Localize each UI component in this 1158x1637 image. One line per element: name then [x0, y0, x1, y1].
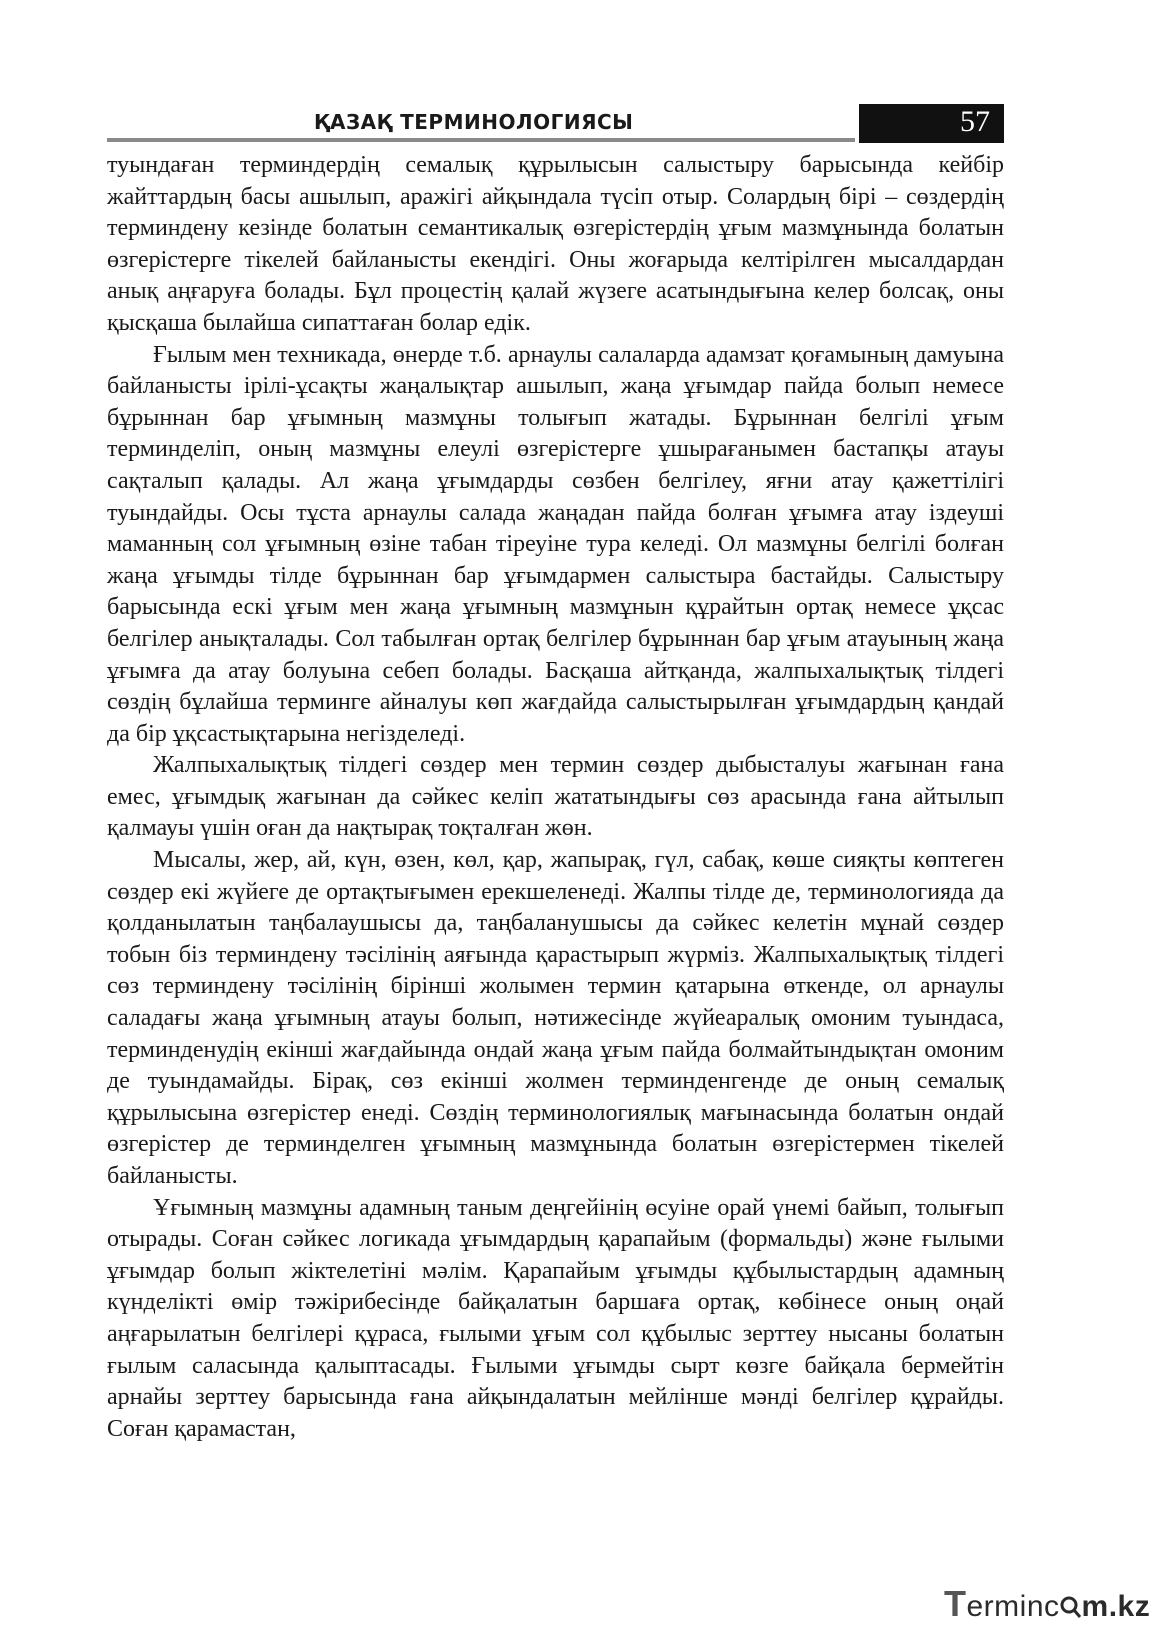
watermark-tail: m.kz: [1081, 1590, 1151, 1623]
running-header: [107, 104, 1004, 146]
paragraph-1: туындаған терминдердің семалық құрылысын салыстыру барысында кейбір жайттардың басы ашылып, аражігі айқындала түсіп отыр. Солардың бірі – сөздердің терминдену кезінде болатын семантикалық өзгерістердің ұғым мазмұнында болатын өзгерістерге тікелей байланысты екендігі. Оны жоғарыда келтірілген мысалдардан анық аңғаруға болады. Бұл процестің қалай жүзеге асатындығына келер болсақ, оны қысқаша былайша сипаттаған болар едік.: [107, 152, 1004, 336]
paragraph-3: Жалпыхалықтық тілдегі сөздер мен термин сөздер дыбысталуы жағынан ғана емес, ұғымдық жағынан да сәйкес келіп жататындығы сөз арасында ғана айтылып қалмауы үшін оған да нақтырақ тоқталған жөн.: [107, 752, 1004, 842]
watermark-letter: T: [944, 1583, 967, 1624]
paragraph-2: Ғылым мен техникада, өнерде т.б. арнаулы салаларда адамзат қоғамының дамуына байланысты ірілі-ұсақты жаңалықтар ашылып, жаңа ұғымдар пайда болып немесе бұрыннан бар ұғымның мазмұны толығып жатады. Бұрыннан белгілі ұғым терминделіп, оның мазмұны елеулі өзгерістерге ұшырағанымен бастапқы атауы сақталып қалады. Ал жаңа ұғымдарды сөзбен белгілеу, яғни атау қажеттілігі туындайды. Осы тұста арнаулы салада жаңадан пайда болған ұғымға атау іздеуші маманның сол ұғымның өзіне табан тіреуіне тура келеді. Ол мазмұны белгілі болған жаңа ұғымды тілде бұрыннан бар ұғымдармен салыстыра бастайды. Салыстыру барысында ескі ұғым мен жаңа ұғымның мазмұнын құрайтын ортақ немесе ұқсас белгілер анықталады. Сол табылған ортақ белгілер бұрыннан бар ұғым атауының жаңа ұғымға да атау болуына себеп болады. Басқаша айтқанда, жалпыхалықтық тілдегі сөздің бұлайша терминге айналуы көп жағдайда салыстырылған ұғымдардың қандай да бір ұқсастықтарына негізделеді.: [107, 341, 1004, 747]
paragraph-4: Мысалы, жер, ай, күн, өзен, көл, қар, жапырақ, гүл, сабақ, көше сияқты көптеген сөздер екі жүйеге де ортақтығымен ерекшеленеді. Жалпы тілде де, терминологияда да қолданылатын таңбалаушысы да, таңбаланушысы да сәйкес келетін мұнай сөздер тобын біз терминдену тәсілінің аяғында қарастырып жүрміз. Жалпыхалықтық тілдегі сөз терминдену тәсілінің бірінші жолымен термин қатарына өткенде, ол арнаулы саладағы жаңа ұғымның атауы болып, нәтижесінде жүйеаралық омоним туындаса, терминденудің екінші жағдайында ондай жаңа ұғым пайда болмайтындықтан омоним де туындамайды. Бірақ, сөз екінші жолмен терминденгенде де оның семалық құрылысына өзгерістер енеді. Сөздің терминологиялық мағынасында болатын ондай өзгерістер де терминделген ұғымның мазмұнында болатын өзгерістермен тікелей байланысты.: [107, 847, 1004, 1189]
watermark-middle: erminc: [966, 1590, 1060, 1623]
paragraph-5: Ұғымның мазмұны адамның таным деңгейінің өсуіне орай үнемі байып, толығып отырады. Соған сәйкес логикада ұғымдардың қарапайым (формальды) және ғылыми ұғымдар болып жіктелетіні мәлім. Қарапайым ұғымды құбылыстардың адамның күнделікті өмір тәжірибесінде байқалатын баршаға ортақ, көбінесе оның оңай аңғарылатын белгілері құраса, ғылыми ұғым сол құбылыс зерттеу нысаны болатын ғылым саласында қалыптасады. Ғылыми ұғымды сырт көзге байқала бермейтін арнайы зерттеу барысында ғана айқындалатын мейлінше мәнді белгілер құрайды. Соған қарамастан,: [107, 1194, 1004, 1442]
magnifier-icon: [1060, 1595, 1082, 1619]
page-number: 57: [960, 105, 990, 138]
body-text: [107, 150, 1004, 1445]
page-number-box: [859, 104, 1004, 143]
book-title: ҚАЗАҚ ТЕРМИНОЛОГИЯСЫ: [314, 110, 634, 134]
header-rule: [107, 138, 855, 142]
site-watermark: [944, 1583, 1150, 1625]
